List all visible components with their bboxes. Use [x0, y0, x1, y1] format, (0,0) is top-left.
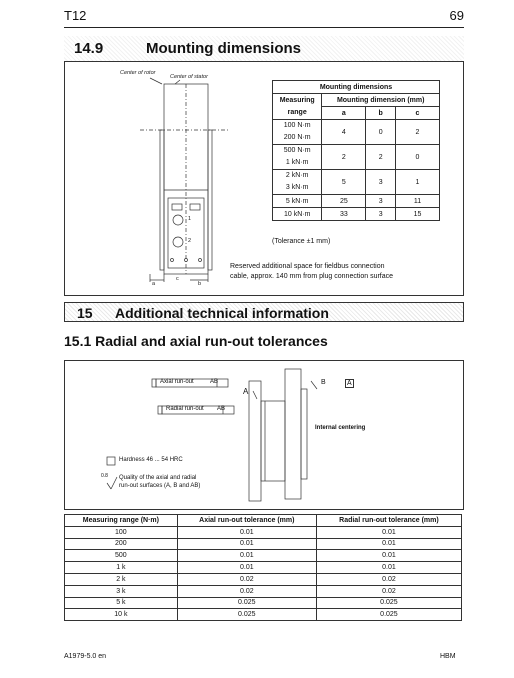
radial-runout-ref: AB [217, 406, 226, 412]
col-range-line1: Measuring [279, 96, 315, 104]
center-stator-label: Center of stator [170, 74, 208, 80]
quality-line1: Quality of the axial and radial [119, 475, 197, 481]
axial-cell: 0.01 [177, 562, 316, 574]
mounting-dimensions-table [272, 80, 440, 221]
cell-a: 4 [322, 120, 366, 145]
internal-centering-label: Internal centering [315, 425, 366, 431]
axial-runout-ref: AB [210, 379, 219, 385]
cell-b: 3 [366, 170, 396, 195]
label-a-frame: A [347, 380, 352, 387]
label-two: 2 [188, 238, 192, 244]
cell-c: 2 [395, 120, 439, 145]
axial-cell: 0.02 [177, 573, 316, 585]
table-row [273, 195, 440, 208]
runout-tolerance-table [64, 514, 462, 621]
table-title: Mounting dimensions [273, 81, 440, 94]
radial-cell: 0.025 [316, 597, 461, 609]
section-number: 14.9 [74, 40, 104, 57]
axial-cell: 0.01 [177, 550, 316, 562]
mounting-drawing [120, 70, 240, 290]
cell-a: 2 [322, 145, 366, 170]
axial-cell: 0.025 [177, 597, 316, 609]
cell-b: 0 [366, 120, 396, 145]
radial-cell: 0.02 [316, 585, 461, 597]
axial-cell: 0.01 [177, 526, 316, 538]
range-cell: 3 k [65, 585, 178, 597]
range-cell: 2 k [65, 573, 178, 585]
label-b: b [198, 281, 202, 287]
col-measuring-range [273, 94, 322, 120]
cell-a: 33 [322, 208, 366, 221]
radial-cell: 0.01 [316, 562, 461, 574]
reserved-line1: Reserved additional space for fieldbus connection [230, 263, 385, 270]
col-axial-tolerance: Axial run-out tolerance (mm) [177, 515, 316, 527]
axial-cell: 0.02 [177, 585, 316, 597]
tolerance-note: (Tolerance ±1 mm) [272, 238, 331, 245]
table-row [65, 597, 462, 609]
col-c: c [395, 107, 439, 120]
cell-b: 2 [366, 145, 396, 170]
chapter-number: 15 [77, 305, 93, 321]
range-cell: 100 N·m 200 N·m [273, 120, 322, 145]
page-header [64, 8, 464, 26]
radial-cell: 0.01 [316, 550, 461, 562]
range-cell: 5 k [65, 597, 178, 609]
col-range-line2: range [287, 108, 307, 116]
table-row [65, 585, 462, 597]
header-product: T12 [64, 8, 87, 23]
axial-cell: 0.01 [177, 538, 316, 550]
table-row [65, 526, 462, 538]
range-cell: 1 k [65, 562, 178, 574]
cell-c: 15 [395, 208, 439, 221]
table-row [65, 562, 462, 574]
col-b: b [366, 107, 396, 120]
range-cell: 200 [65, 538, 178, 550]
page-number: 69 [449, 8, 464, 23]
table-row [65, 573, 462, 585]
range-cell: 2 kN·m 3 kN·m [273, 170, 322, 195]
range-cell: 5 kN·m [273, 195, 322, 208]
section-title: Mounting dimensions [146, 40, 301, 57]
radial-cell: 0.01 [316, 526, 461, 538]
cell-c: 11 [395, 195, 439, 208]
radial-cell: 0.025 [316, 609, 461, 621]
axial-runout-label: Axial run-out [160, 379, 194, 385]
document-code: A1979-5.0 en [64, 653, 107, 660]
table-row [65, 538, 462, 550]
range-cell: 500 N·m 1 kN·m [273, 145, 322, 170]
col-measuring-range: Measuring range (N·m) [65, 515, 178, 527]
label-a-arrow: A [243, 387, 249, 396]
radial-cell: 0.02 [316, 573, 461, 585]
runout-figure [64, 360, 464, 510]
table-row [273, 170, 440, 195]
cell-b: 3 [366, 208, 396, 221]
label-one: 1 [188, 216, 192, 222]
radial-runout-label: Radial run-out [166, 406, 204, 412]
label-a: a [152, 281, 156, 287]
chapter-title: Additional technical information [115, 305, 329, 321]
col-mounting-dimension: Mounting dimension (mm) [322, 94, 440, 107]
range-cell: 500 [65, 550, 178, 562]
cell-b: 3 [366, 195, 396, 208]
section-151-title: 15.1 Radial and axial run-out tolerances [64, 333, 328, 349]
range-cell: 10 k [65, 609, 178, 621]
cell-c: 0 [395, 145, 439, 170]
radial-cell: 0.01 [316, 538, 461, 550]
range-cell: 10 kN·m [273, 208, 322, 221]
cell-a: 25 [322, 195, 366, 208]
label-c: c [176, 276, 179, 282]
cell-a: 5 [322, 170, 366, 195]
header-rule [64, 27, 464, 28]
range-cell: 100 [65, 526, 178, 538]
reserved-line2: cable, approx. 140 mm from plug connection surface [230, 273, 394, 280]
label-b-arrow: B [321, 379, 326, 386]
center-rotor-label: Center of rotor [120, 70, 156, 76]
col-radial-tolerance: Radial run-out tolerance (mm) [316, 515, 461, 527]
cell-c: 1 [395, 170, 439, 195]
drawing-svg [120, 70, 240, 290]
table-row [273, 145, 440, 170]
table-row [273, 208, 440, 221]
chapter-heading [64, 302, 464, 322]
col-a: a [322, 107, 366, 120]
hardness-label: Hardness 46 ... 54 HRC [119, 457, 183, 463]
table-row [65, 609, 462, 621]
mounting-section-heading [64, 36, 464, 62]
table-row [273, 120, 440, 145]
roughness-value: 0.8 [101, 473, 108, 479]
brand-name: HBM [440, 653, 456, 660]
axial-cell: 0.025 [177, 609, 316, 621]
quality-line2: run-out surfaces (A, B and AB) [119, 483, 201, 489]
reserved-space-note [230, 262, 450, 282]
table-row [65, 550, 462, 562]
